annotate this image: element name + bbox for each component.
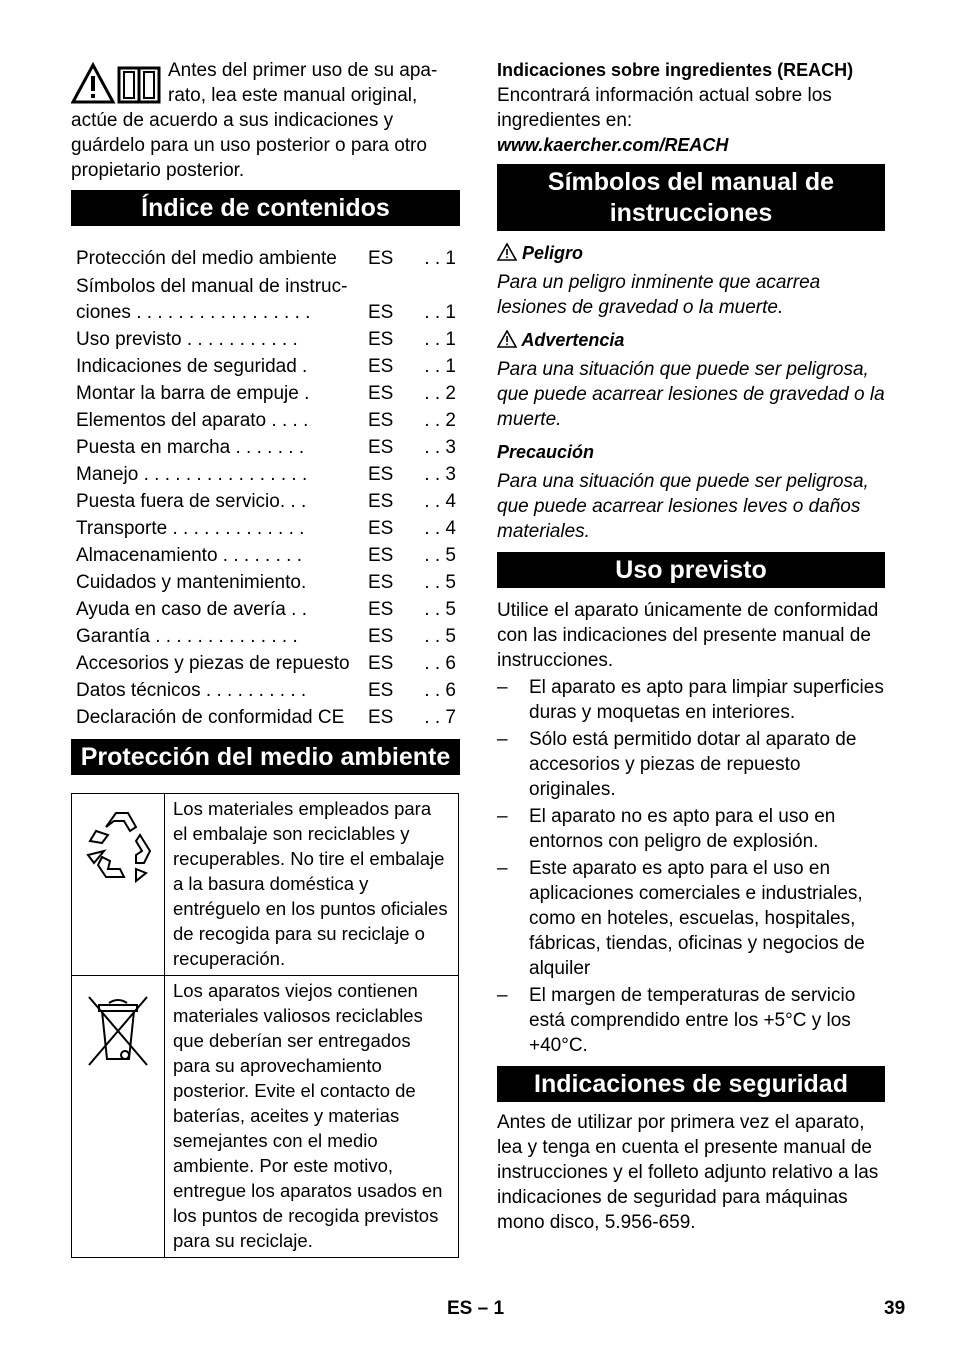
toc-page: . . 1 [424,329,456,350]
toc-row [71,379,460,406]
toc-page: . . 1 [424,302,456,323]
toc-title: Ayuda en caso de avería . . [76,599,307,620]
caution-label: Precaución [497,442,595,462]
list-item-text: El margen de temperaturas de servicio está comprendido entre los +5°C y los +40°C. [529,985,856,1056]
warning-text: Para una situación que puede ser peligrosa, que puede acarrear lesiones de gravedad o la muerte. [497,359,885,430]
toc-title: Montar la barra de empuje . [76,383,310,404]
toc-title: Símbolos del manual de instruc- [76,276,348,297]
warning-label-row [497,328,885,353]
toc-page: . . 5 [424,599,456,620]
toc-title: Datos técnicos . . . . . . . . . . [76,680,307,701]
danger-label-row [497,241,885,266]
toc-page: . . 1 [424,248,456,269]
toc-lang: ES [368,653,394,674]
intro-text: actúe de acuerdo a sus indicaciones y guárdelo para un uso posterior o para otro propietario posterior. [71,110,427,181]
toc-lang: ES [368,464,394,485]
danger-text: Para un peligro inminente que acarrea lesiones de gravedad o la muerte. [497,272,821,318]
toc-row [71,244,460,271]
toc-title: Indicaciones de seguridad . [76,356,308,377]
toc-row [71,406,460,433]
toc-page: . . 5 [424,626,456,647]
toc-title: Garantía . . . . . . . . . . . . . . [76,626,298,647]
toc-title: Transporte . . . . . . . . . . . . . [76,518,305,539]
danger-label: Peligro [522,243,584,263]
warning-label: Advertencia [521,330,625,350]
right-column [497,58,885,1235]
toc-page: . . 7 [424,707,456,728]
intended-use-heading: Uso previsto [497,552,885,588]
warning-triangle-icon [497,330,521,350]
toc-title: Puesta fuera de servicio. . . [76,491,307,512]
intended-use-text: Utilice el aparato únicamente de conformidad con las indicaciones del presente manual de instrucciones. [497,600,879,671]
intro-line-1: Antes del primer uso de su apa- [168,60,438,81]
list-item [497,856,885,981]
toc-lang: ES [368,329,394,350]
toc-page: . . 3 [424,464,456,485]
toc-page: . . 2 [424,410,456,431]
toc-row [71,541,460,568]
toc-lang: ES [368,599,394,620]
page-number: 39 [884,1298,906,1319]
toc-row [71,649,460,676]
list-item-text: El aparato no es apto para el uso en entornos con peligro de explosión. [529,806,836,852]
toc-lang: ES [368,302,394,323]
toc-lang: ES [368,410,394,431]
toc-row [71,460,460,487]
toc-row [71,676,460,703]
toc-page [406,271,460,298]
toc-lang: ES [368,437,394,458]
list-item-text: Sólo está permitido dotar al aparato de accesorios y piezas de repuesto originales. [529,729,857,800]
reach-text: Encontrará información actual sobre los ingredientes en: [497,85,832,131]
toc-title: Manejo . . . . . . . . . . . . . . . . [76,464,308,485]
toc-lang: ES [368,518,394,539]
list-item [497,727,885,802]
dash-bullet: – [497,985,508,1006]
crossed-bin-icon [83,993,153,1073]
intro-notice [71,58,460,183]
list-item [497,983,885,1058]
dash-bullet: – [497,677,508,698]
reach-heading: Indicaciones sobre ingredientes (REACH) [497,60,854,80]
environment-table [71,793,459,1258]
toc-page: . . 1 [424,356,456,377]
toc-lang: ES [368,491,394,512]
recycle-icon [80,807,156,887]
toc-page: . . 6 [424,680,456,701]
bin-icon-cell [72,976,165,1258]
toc-lang: ES [368,707,394,728]
toc-page: . . 2 [424,383,456,404]
toc-heading: Índice de contenidos [71,190,460,226]
warning-manual-icon [71,62,163,106]
toc-title: Declaración de conformidad CE [76,707,345,728]
caution-text: Para una situación que puede ser peligrosa, que puede acarrear lesiones leves o daños materiales. [497,471,869,542]
dash-bullet: – [497,729,508,750]
dash-bullet: – [497,858,508,879]
recycle-icon-cell [72,794,165,976]
safety-heading: Indicaciones de seguridad [497,1066,885,1102]
toc-page: . . 5 [424,545,456,566]
toc-row [71,487,460,514]
recycle-text: Los materiales empleados para el embalaje son reciclables y recuperables. No tire el embalaje a la basura doméstica y entréguelo en los puntos oficiales de recogida para su reciclaje o recuperación. [165,794,459,976]
toc-row [71,595,460,622]
left-column [71,58,460,1258]
toc-page: . . 3 [424,437,456,458]
toc-title: Uso previsto . . . . . . . . . . . [76,329,298,350]
toc-row [71,433,460,460]
safety-text: Antes de utilizar por primera vez el aparato, lea y tenga en cuenta el presente manual de instrucciones y el folleto adjunto relativo a las indicaciones de seguridad para máquinas mono disco, 5.956-659. [497,1112,879,1233]
toc-row [71,298,460,325]
toc-title: Accesorios y piezas de repuesto [76,653,350,674]
toc-row [71,352,460,379]
toc-lang: ES [368,248,394,269]
toc-lang [362,271,406,298]
toc-row [71,568,460,595]
reach-link[interactable]: www.kaercher.com/REACH [497,135,729,155]
intended-use-list [497,675,885,1058]
list-item-text: El aparato es apto para limpiar superficies duras y moquetas en interiores. [529,677,884,723]
toc-row [71,703,460,730]
toc-lang: ES [368,572,394,593]
list-item-text: Este aparato es apto para el uso en aplicaciones comerciales e industriales, como en hoteles, escuelas, hospitales, fábricas, tiendas, oficinas y negocios de alquiler [529,858,865,979]
toc-row [71,271,460,298]
toc-lang: ES [368,383,394,404]
list-item [497,675,885,725]
weee-text: Los aparatos viejos contienen materiales valiosos reciclables que deberían ser entregados para su aprovechamiento posterior. Evite el contacto de baterías, aceites y materias semejantes con el medio ambiente. Por este motivo, entregue los aparatos usados en los puntos de recogida previstos para su reciclaje. [165,976,459,1258]
toc-page: . . 5 [424,572,456,593]
toc-lang: ES [368,545,394,566]
toc-lang: ES [368,356,394,377]
toc-title: Elementos del aparato . . . . [76,410,309,431]
dash-bullet: – [497,806,508,827]
toc-title: ciones . . . . . . . . . . . . . . . . . [76,302,311,323]
toc-lang: ES [368,626,394,647]
toc-row [71,325,460,352]
toc-title: Protección del medio ambiente [76,248,337,269]
toc-page: . . 6 [424,653,456,674]
environment-heading: Protección del medio ambiente [71,739,460,775]
list-item [497,804,885,854]
toc-row [71,622,460,649]
table-of-contents [71,244,460,730]
footer-lang-page: ES – 1 [447,1298,505,1319]
toc-lang: ES [368,680,394,701]
toc-title: Puesta en marcha . . . . . . . [76,437,305,458]
toc-title: Almacenamiento . . . . . . . . [76,545,302,566]
intro-line-2: rato, lea este manual original, [168,85,418,106]
toc-page: . . 4 [424,491,456,512]
symbols-heading: Símbolos del manual de instrucciones [497,164,885,231]
toc-row [71,514,460,541]
toc-page: . . 4 [424,518,456,539]
toc-title: Cuidados y mantenimiento. [76,572,307,593]
warning-triangle-icon [497,243,522,263]
